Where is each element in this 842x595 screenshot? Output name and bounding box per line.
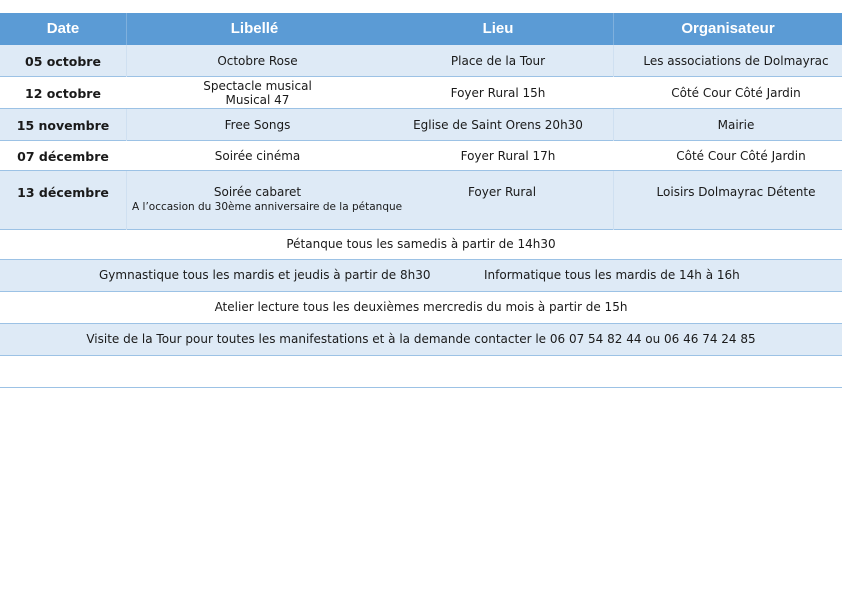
event-libelle: Soirée cabaret [213, 185, 302, 199]
header-organisateur: Organisateur [681, 20, 775, 37]
event-lieu: Foyer Rural [467, 185, 537, 199]
activity-gymnastique: Gymnastique tous les mardis et jeudis à partir de 8h30 [99, 268, 431, 282]
activity-row [0, 260, 842, 292]
header-date: Date [46, 20, 80, 37]
activity-lecture: Atelier lecture tous les deuxièmes mercredis du mois à partir de 15h [214, 300, 628, 314]
column-divider [126, 45, 127, 77]
event-organisateur: Mairie [717, 118, 755, 132]
activity-row [0, 324, 842, 356]
event-organisateur: Loisirs Dolmayrac Détente [656, 185, 816, 199]
event-libelle-line2: Musical 47 [225, 93, 290, 107]
table-row [0, 171, 842, 230]
event-libelle-line1: Spectacle musical [203, 79, 312, 93]
empty-row [0, 356, 842, 388]
table-row [0, 77, 842, 109]
column-divider [126, 171, 127, 230]
table-row [0, 109, 842, 141]
event-date: 05 octobre [25, 54, 101, 69]
event-libelle-note: A l’occasion du 30ème anniversaire de la pétanque [132, 201, 403, 213]
table-header [0, 13, 842, 45]
activity-petanque: Pétanque tous les samedis à partir de 14h30 [286, 237, 556, 251]
activity-row [0, 230, 842, 260]
activity-visite: Visite de la Tour pour toutes les manifestations et à la demande contacter le 06 07 54 82 44 ou 06 46 74 24 85 [86, 332, 756, 346]
event-organisateur: Les associations de Dolmayrac [643, 54, 829, 68]
event-libelle: Free Songs [224, 118, 291, 132]
column-divider [613, 45, 614, 77]
column-divider [126, 109, 127, 141]
event-date: 15 novembre [16, 118, 110, 133]
column-divider [613, 109, 614, 141]
event-libelle: Soirée cinéma [214, 149, 301, 163]
event-lieu: Place de la Tour [450, 54, 546, 68]
event-date: 12 octobre [25, 86, 101, 101]
event-organisateur: Côté Cour Côté Jardin [676, 149, 806, 163]
activity-row [0, 292, 842, 324]
event-lieu: Foyer Rural 15h [450, 86, 546, 100]
table-row [0, 141, 842, 171]
events-table [0, 13, 842, 388]
event-date: 13 décembre [17, 185, 109, 200]
event-date: 07 décembre [17, 149, 109, 164]
header-lieu: Lieu [482, 20, 514, 37]
activity-informatique: Informatique tous les mardis de 14h à 16h [484, 268, 740, 282]
event-organisateur: Côté Cour Côté Jardin [671, 86, 801, 100]
column-divider [613, 171, 614, 230]
table-row [0, 45, 842, 77]
event-libelle: Octobre Rose [217, 54, 298, 68]
event-lieu: Eglise de Saint Orens 20h30 [413, 118, 583, 132]
event-lieu: Foyer Rural 17h [460, 149, 556, 163]
header-libelle: Libellé [230, 20, 279, 37]
